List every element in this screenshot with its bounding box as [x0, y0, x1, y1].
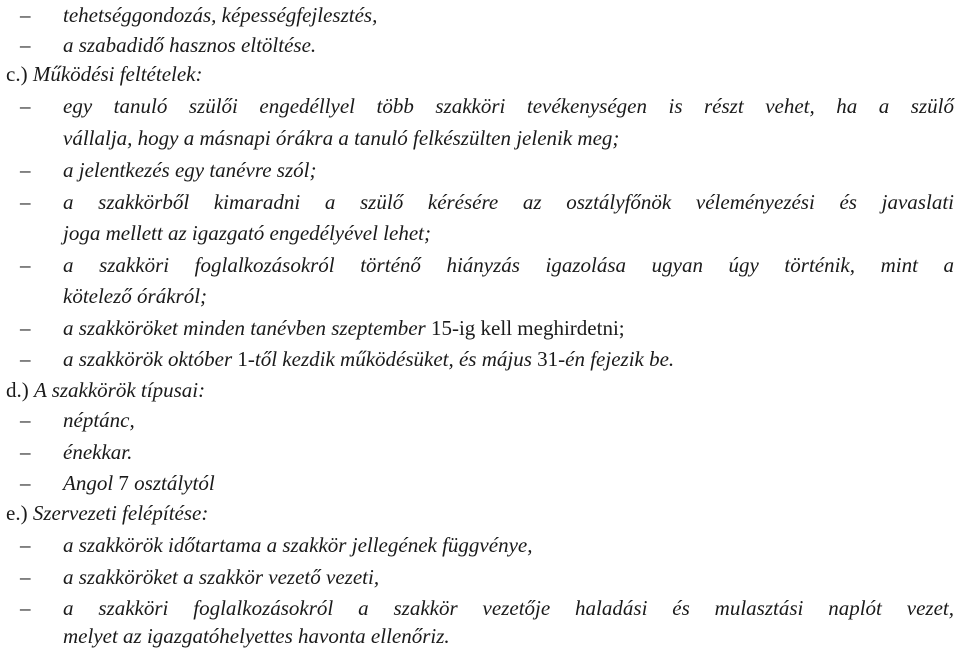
text-part: -től kezdik működésüket, és május [247, 347, 538, 371]
list-dash: – [20, 596, 31, 620]
list-dash: – [20, 316, 31, 340]
list-dash: – [20, 471, 31, 495]
list-dash: – [20, 33, 31, 57]
list-dash: – [20, 347, 31, 371]
list-item-text: kötelező órákról; [63, 284, 208, 308]
text-part: -én fejezik be. [558, 347, 675, 371]
list-item-text: a szabadidő hasznos eltöltése. [63, 33, 317, 57]
section-title: Működési feltételek: [32, 62, 203, 86]
section-letter: e.) [6, 501, 28, 525]
list-item-text: énekkar. [63, 440, 133, 464]
list-dash: – [20, 440, 31, 464]
section-title: Szervezeti felépítése: [32, 501, 209, 525]
list-dash: – [20, 3, 31, 27]
list-dash: – [20, 94, 31, 118]
text-part: a szakköröket minden tanévben szeptember [63, 316, 431, 340]
section-title: A szakkörök típusai: [34, 378, 206, 402]
list-item-text: melyet az igazgatóhelyettes havonta ellenőriz. [63, 624, 450, 648]
list-item-text: vállalja, hogy a másnapi órákra a tanuló felkészülten jelenik meg; [63, 126, 620, 150]
section-letter: d.) [6, 378, 29, 402]
list-item-text: néptánc, [63, 408, 135, 432]
section-letter: c.) [6, 62, 28, 86]
text-part: osztálytól [128, 471, 215, 495]
list-dash: – [20, 158, 31, 182]
list-item-text: a szakkörök időtartama a szakkör jellegének függvénye, [63, 533, 533, 557]
list-dash: – [20, 565, 31, 589]
list-item-text: egy tanuló szülői engedéllyel több szakköri tevékenységen is részt vehet, ha a szülő [63, 94, 954, 118]
list-item-text: a szakköri foglalkozásokról a szakkör vezetője haladási és mulasztási naplót vezet, [63, 596, 954, 620]
date-number: 1 [237, 347, 248, 371]
list-item-text: joga mellett az igazgató engedélyével lehet; [63, 221, 431, 245]
list-dash: – [20, 533, 31, 557]
list-dash: – [20, 190, 31, 214]
text-part: -ig kell meghirdetni; [451, 316, 625, 340]
list-item-text: a jelentkezés egy tanévre szól; [63, 158, 317, 182]
text-part: Angol [63, 471, 119, 495]
list-item-text: a szakkörből kimaradni a szülő kérésére az osztályfőnök véleményezési és javaslati [63, 190, 954, 214]
list-dash: – [20, 408, 31, 432]
date-number: 31 [537, 347, 559, 371]
date-number: 15 [430, 316, 452, 340]
list-item-text [63, 468, 215, 498]
text-part: a szakkörök október [63, 347, 238, 371]
list-item-text [63, 344, 674, 374]
grade-number: 7 [118, 471, 129, 495]
list-dash: – [20, 253, 31, 277]
list-item-text [63, 313, 625, 343]
list-item-text: a szakköröket a szakkör vezető vezeti, [63, 565, 380, 589]
list-item-text: tehetséggondozás, képességfejlesztés, [63, 3, 378, 27]
list-item-text: a szakköri foglalkozásokról történő hiányzás igazolása ugyan úgy történik, mint a [63, 253, 954, 277]
